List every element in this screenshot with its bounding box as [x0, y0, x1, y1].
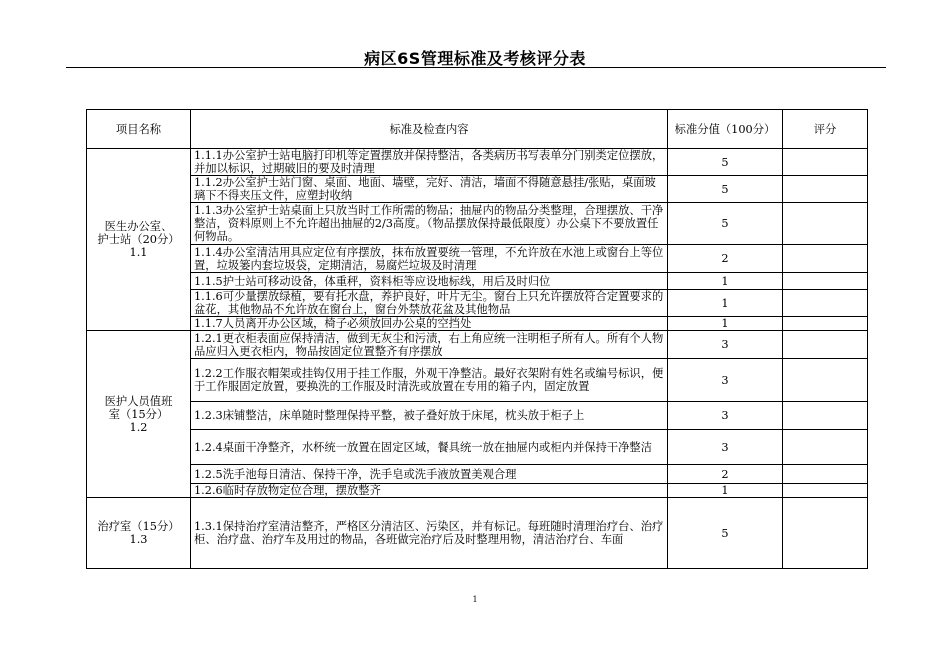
table-row: [87, 317, 868, 331]
rating-cell[interactable]: [783, 498, 868, 569]
rating-cell[interactable]: [783, 430, 868, 465]
table-row: [87, 402, 868, 430]
standard-content-cell: 1.2.5洗手池每日清洁、保持干净，洗手皂或洗手液放置美观合理: [191, 465, 668, 484]
section-name-cell: [87, 149, 191, 331]
standard-score-cell: 2: [668, 465, 783, 484]
standard-content-cell: 1.1.5护士站可移动设备，体重秤，资料柜等应设地标线，用后及时归位: [191, 273, 668, 290]
page-number: 1: [472, 595, 478, 604]
standard-content-cell: 1.2.6临时存放物定位合理，摆放整齐: [191, 484, 668, 498]
standard-score-cell: 3: [668, 430, 783, 465]
standard-score-cell: 3: [668, 359, 783, 402]
rating-cell[interactable]: [783, 149, 868, 176]
standard-content-cell: 1.1.1办公室护士站电脑打印机等定置摆放并保持整洁，各类病历书写表单分门别类定位摆放，并加以标识，过期破旧的要及时清理: [191, 149, 668, 176]
standard-score-cell: 1: [668, 290, 783, 317]
section-name-line: 1.3: [129, 533, 148, 546]
header-standard-score: 标准分值（100分）: [668, 110, 783, 149]
standard-content-cell: 1.3.1保持治疗室清洁整齐，严格区分清洁区、污染区，并有标记。每班随时清理治疗台、治疗柜、治疗盘、治疗车及用过的物品，各班做完治疗后及时整理用物，清洁治疗台、车面: [191, 498, 668, 569]
rating-cell[interactable]: [783, 273, 868, 290]
standard-score-cell: 3: [668, 331, 783, 359]
standard-score-cell: 5: [668, 203, 783, 245]
standard-content-cell: 1.2.1更衣柜表面应保持清洁，做到无灰尘和污渍，右上角应统一注明柜子所有人。所有个人物品应归入更衣柜内，物品按固定位置整齐有序摆放: [191, 331, 668, 359]
section-name-line: 1.2: [129, 420, 148, 434]
table-row: [87, 465, 868, 484]
standard-content-cell: 1.1.2办公室护士站门窗、桌面、地面、墙壁，完好、清洁，墙面不得随意悬挂/张贴，桌面玻璃下不得夹压文件，应塑封收纳: [191, 176, 668, 203]
header-rating: 评分: [783, 110, 868, 149]
rating-cell[interactable]: [783, 331, 868, 359]
standard-content-cell: 1.1.3办公室护士站桌面上只放当时工作所需的物品；抽屉内的物品分类整理，合理摆放、干净整洁，资料原则上不允许超出抽屉的2/3高度。（物品摆放保持最低限度）办公桌下不要放置任何物品。: [191, 203, 668, 245]
rating-cell[interactable]: [783, 402, 868, 430]
document-title: 病区6S管理标准及考核评分表: [364, 49, 586, 68]
section-name-line: 护士站（20分）: [97, 233, 180, 246]
rating-cell[interactable]: [783, 317, 868, 331]
table-row: [87, 290, 868, 317]
table-row: [87, 176, 868, 203]
standard-content-cell: 1.1.4办公室清洁用具应定位有序摆放，抹布放置要统一管理，不允许放在水池上或窗台上等位置，垃圾篓内套垃圾袋，定期清洁，易腐烂垃圾及时清理: [191, 245, 668, 273]
rating-cell[interactable]: [783, 245, 868, 273]
table-row: [87, 273, 868, 290]
section-name-line: 治疗室（15分）: [97, 520, 180, 533]
standard-score-cell: 5: [668, 176, 783, 203]
standard-score-cell: 5: [668, 498, 783, 569]
rating-cell[interactable]: [783, 203, 868, 245]
standard-content-cell: 1.1.6可少量摆放绿植，要有托水盘，养护良好，叶片无尘。窗台上只允许摆放符合定置要求的盆花，其他物品不允许放在窗台上，窗台外禁放花盆及其他物品: [191, 290, 668, 317]
table-row: [87, 430, 868, 465]
table-header-row: [87, 110, 868, 149]
standard-score-cell: 1: [668, 273, 783, 290]
table-row: [87, 203, 868, 245]
table-row: [87, 149, 868, 176]
title-underline: [66, 67, 886, 68]
rating-cell[interactable]: [783, 465, 868, 484]
table-row: [87, 331, 868, 359]
standard-score-cell: 5: [668, 149, 783, 176]
rating-cell[interactable]: [783, 176, 868, 203]
header-item-name: 项目名称: [87, 110, 191, 149]
score-table: [86, 109, 868, 569]
section-name-line: 医生办公室、: [104, 220, 173, 233]
table-row: [87, 484, 868, 498]
table-row: [87, 498, 868, 569]
standard-score-cell: 3: [668, 402, 783, 430]
rating-cell[interactable]: [783, 484, 868, 498]
table-row: [87, 245, 868, 273]
standard-score-cell: 2: [668, 245, 783, 273]
section-name-line: 医护人员值班: [104, 394, 173, 408]
standard-content-cell: 1.1.7人员离开办公区域，椅子必须放回办公桌的空挡处: [191, 317, 668, 331]
section-name-cell: [87, 331, 191, 498]
rating-cell[interactable]: [783, 290, 868, 317]
standard-content-cell: 1.2.4桌面干净整齐，水杯统一放置在固定区域，餐具统一放在抽屉内或柜内并保持干净整洁: [191, 430, 668, 465]
section-name-line: 1.1: [129, 246, 148, 259]
standard-content-cell: 1.2.2工作服衣帽架或挂钩仅用于挂工作服，外观干净整洁。最好衣架附有姓名或编号标识，便于工作服固定放置，要换洗的工作服及时清洗或放置在专用的箱子内，固定放置: [191, 359, 668, 402]
table-row: [87, 359, 868, 402]
standard-score-cell: 1: [668, 317, 783, 331]
section-name-line: 室（15分）: [108, 407, 169, 421]
standard-score-cell: 1: [668, 484, 783, 498]
header-standard-content: 标准及检查内容: [191, 110, 668, 149]
section-name-cell: [87, 498, 191, 569]
standard-content-cell: 1.2.3床铺整洁，床单随时整理保持平整，被子叠好放于床尾，枕头放于柜子上: [191, 402, 668, 430]
rating-cell[interactable]: [783, 359, 868, 402]
